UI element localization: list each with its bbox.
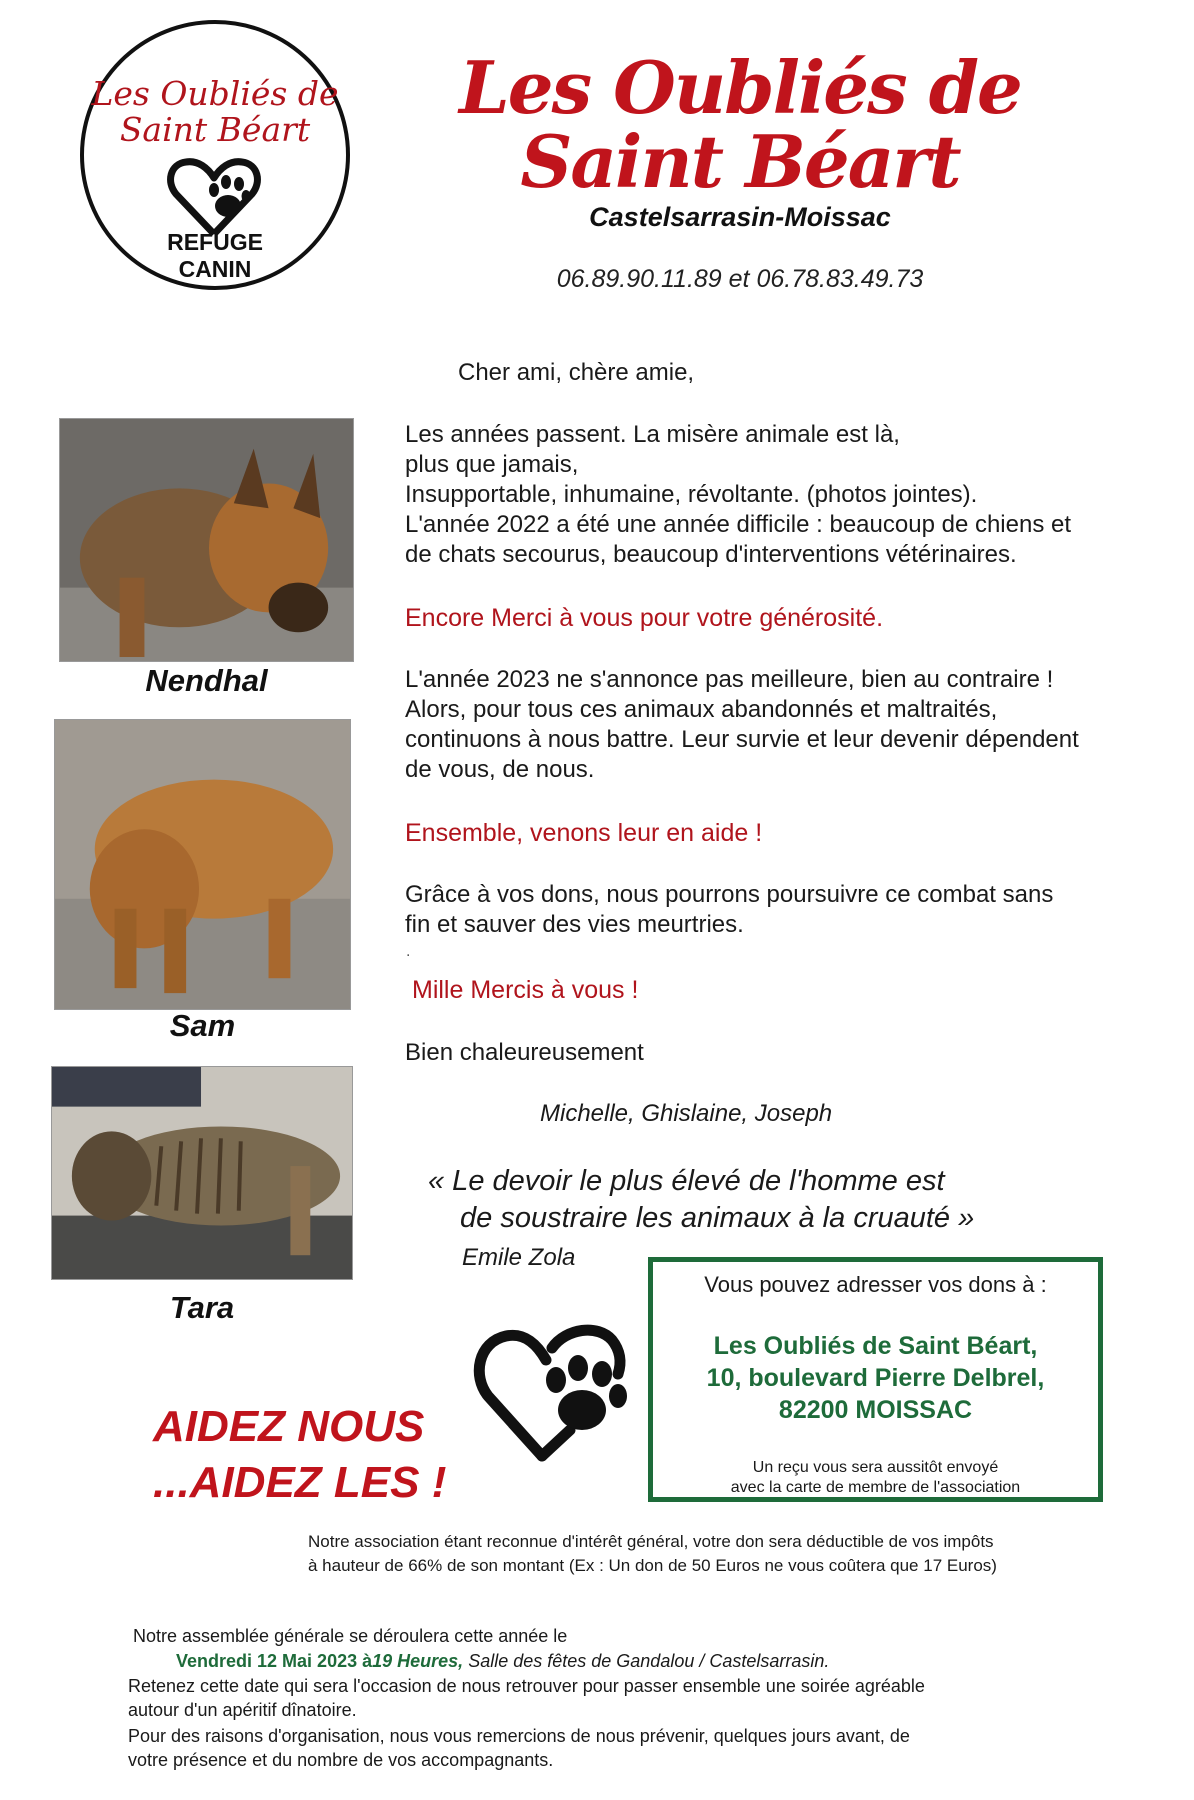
quote-line1: « Le devoir le plus élevé de l'homme est <box>428 1165 945 1197</box>
paragraph-line: continuons à nous battre. Leur survie et leur devenir dépendent <box>405 726 1079 753</box>
paragraph-line: L'année 2022 a été une année difficile : beaucoup de chiens et <box>405 511 1072 538</box>
slogan-line1: AIDEZ NOUS <box>153 1402 425 1451</box>
assembly-line4: autour d'un apéritif dînatoire. <box>128 1700 357 1720</box>
photo-sam <box>54 719 351 1010</box>
letter-paragraph-2 <box>405 665 1165 785</box>
heart-paw-icon <box>470 1318 635 1463</box>
slogan-line2: ...AIDEZ LES ! <box>153 1458 447 1507</box>
assembly-time: 19 Heures, <box>372 1651 464 1671</box>
caption-tara: Tara <box>169 1290 235 1325</box>
photo-nendhal <box>59 418 354 662</box>
paragraph-line: plus que jamais, <box>405 451 579 478</box>
stray-dot: . <box>406 943 411 960</box>
letter-thanks: Encore Merci à vous pour votre générosité. <box>405 604 884 632</box>
logo-refuge-line2: CANIN <box>178 256 252 282</box>
photo-tara <box>51 1066 353 1280</box>
donation-box <box>648 1257 1103 1502</box>
quote-author: Emile Zola <box>462 1244 576 1271</box>
donation-intro: Vous pouvez adresser vos dons à : <box>704 1272 1047 1297</box>
quote-line2: de soustraire les animaux à la cruauté » <box>460 1202 975 1234</box>
letter-paragraph-3 <box>405 880 1145 940</box>
assembly-date: Vendredi 12 Mai 2023 à <box>176 1651 373 1671</box>
assembly-place: Salle des fêtes de Gandalou / Castelsarrasin. <box>463 1651 830 1671</box>
paragraph-line: Grâce à vos dons, nous pourrons poursuivre ce combat sans <box>405 881 1054 908</box>
assembly-date-line <box>176 1649 829 1673</box>
caption-nendhal: Nendhal <box>145 663 268 698</box>
letter-signers: Michelle, Ghislaine, Joseph <box>540 1100 833 1127</box>
paragraph-line: de chats secourus, beaucoup d'interventions vétérinaires. <box>405 541 1017 568</box>
logo-badge <box>80 20 350 290</box>
letter-call-to-action: Ensemble, venons leur en aide ! <box>405 819 763 847</box>
paragraph-line: Les années passent. La misère animale est là, <box>405 421 900 448</box>
paragraph-line: L'année 2023 ne s'annonce pas meilleure, bien au contraire ! <box>405 666 1054 693</box>
letter-closing: Bien chaleureusement <box>405 1039 644 1066</box>
logo-name-line1: Les Oubliés de <box>91 74 339 113</box>
donation-note-line2: avec la carte de membre de l'association <box>730 1479 1021 1496</box>
donation-city: 82200 MOISSAC <box>778 1396 973 1424</box>
donation-note-line1: Un reçu vous sera aussitôt envoyé <box>752 1459 999 1476</box>
donation-name: Les Oubliés de Saint Béart, <box>713 1332 1038 1360</box>
assembly-line5: Pour des raisons d'organisation, nous vous remercions de nous prévenir, quelques jours avant, de <box>128 1726 910 1746</box>
letter-paragraph-1 <box>405 420 1165 570</box>
assembly-intro: Notre assemblée générale se déroulera cette année le <box>133 1626 568 1646</box>
page-subtitle: Castelsarrasin-Moissac <box>589 202 891 232</box>
tax-note-line1: Notre association étant reconnue d'intérêt général, votre don sera déductible de vos impôts <box>308 1532 994 1551</box>
paragraph-line: Insupportable, inhumaine, révoltante. (photos jointes). <box>405 481 978 508</box>
page-title-line2: Saint Béart <box>520 119 960 204</box>
paragraph-line: fin et sauver des vies meurtries. <box>405 911 744 938</box>
tax-note-line2: à hauteur de 66% de son montant (Ex : Un don de 50 Euros ne vous coûtera que 17 Euros) <box>308 1556 997 1575</box>
assembly-line3: Retenez cette date qui sera l'occasion de nous retrouver pour passer ensemble une soirée agréable <box>128 1676 925 1696</box>
paragraph-line: Alors, pour tous ces animaux abandonnés et maltraités, <box>405 696 998 723</box>
assembly-line6: votre présence et du nombre de vos accompagnants. <box>128 1750 554 1770</box>
caption-sam: Sam <box>169 1008 236 1043</box>
letter-mille-mercis: Mille Mercis à vous ! <box>412 976 639 1004</box>
phone-numbers: 06.89.90.11.89 et 06.78.83.49.73 <box>556 265 924 293</box>
heart-paw-icon <box>164 154 264 239</box>
page-title-line1: Les Oubliés de <box>459 45 1021 130</box>
logo-refuge-line1: REFUGE <box>167 229 263 255</box>
logo-name-line2: Saint Béart <box>119 110 311 149</box>
letter-greeting: Cher ami, chère amie, <box>458 359 695 386</box>
donation-street: 10, boulevard Pierre Delbrel, <box>706 1364 1045 1392</box>
paragraph-line: de vous, de nous. <box>405 756 595 783</box>
